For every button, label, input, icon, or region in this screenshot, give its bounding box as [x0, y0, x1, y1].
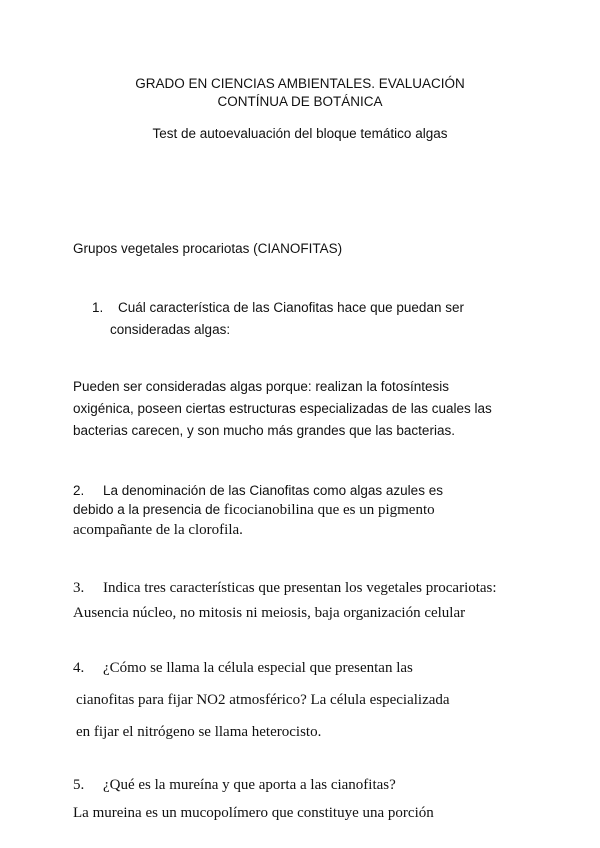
question-1-line-1 — [92, 300, 464, 315]
question-1-text-1: Cuál característica de las Cianofitas hace que puedan ser — [118, 300, 464, 315]
question-1-number: 1. — [92, 300, 104, 315]
question-5-text-1: ¿Qué es la mureína y que aporta a las cianofitas? — [103, 777, 396, 793]
title-line-2: CONTÍNUA DE BOTÁNICA — [217, 94, 383, 109]
question-2-line-1 — [73, 483, 443, 498]
question-2-line-2 — [73, 502, 435, 519]
question-2-text-1: La denominación de las Cianofitas como algas azules es — [103, 483, 443, 498]
question-5-line-1 — [73, 777, 396, 794]
question-3-text-1: Indica tres características que presentan los vegetales procariotas: — [103, 580, 497, 596]
question-5-line-2: La mureina es un mucopolímero que constituye una porción — [73, 805, 434, 821]
question-4-number: 4. — [73, 660, 85, 676]
subtitle: Test de autoevaluación del bloque temático algas — [152, 126, 448, 141]
title-line-1: GRADO EN CIENCIAS AMBIENTALES. EVALUACIÓN — [135, 76, 465, 91]
question-4-line-2: cianofitas para fijar NO2 atmosférico? La célula especializada — [76, 692, 450, 708]
answer-1-line-2: oxigénica, poseen ciertas estructuras especializadas de las cuales las — [73, 401, 492, 416]
section-title: Grupos vegetales procariotas (CIANOFITAS) — [73, 241, 343, 256]
question-2-text-2a: debido a la presencia de — [73, 502, 221, 517]
question-4-text-1: ¿Cómo se llama la célula especial que presentan las — [103, 660, 413, 676]
answer-1-line-3: bacterias carecen, y son mucho más grandes que las bacterias. — [73, 423, 455, 438]
question-2-text-2b: ficocianobilina que es un pigmento — [220, 502, 435, 518]
question-4-line-3: en fijar el nitrógeno se llama heterocisto. — [76, 724, 322, 740]
question-2-line-3: acompañante de la clorofila. — [73, 522, 243, 538]
answer-1-line-1: Pueden ser consideradas algas porque: realizan la fotosíntesis — [73, 379, 449, 394]
question-4-line-1 — [73, 660, 413, 677]
question-1-line-2: consideradas algas: — [110, 322, 231, 337]
question-3-line-2: Ausencia núcleo, no mitosis ni meiosis, baja organización celular — [73, 605, 466, 621]
question-3-number: 3. — [73, 580, 85, 596]
question-2-number: 2. — [73, 483, 85, 498]
question-3-line-1 — [73, 580, 497, 597]
question-5-number: 5. — [73, 777, 85, 793]
document-header — [0, 75, 600, 143]
